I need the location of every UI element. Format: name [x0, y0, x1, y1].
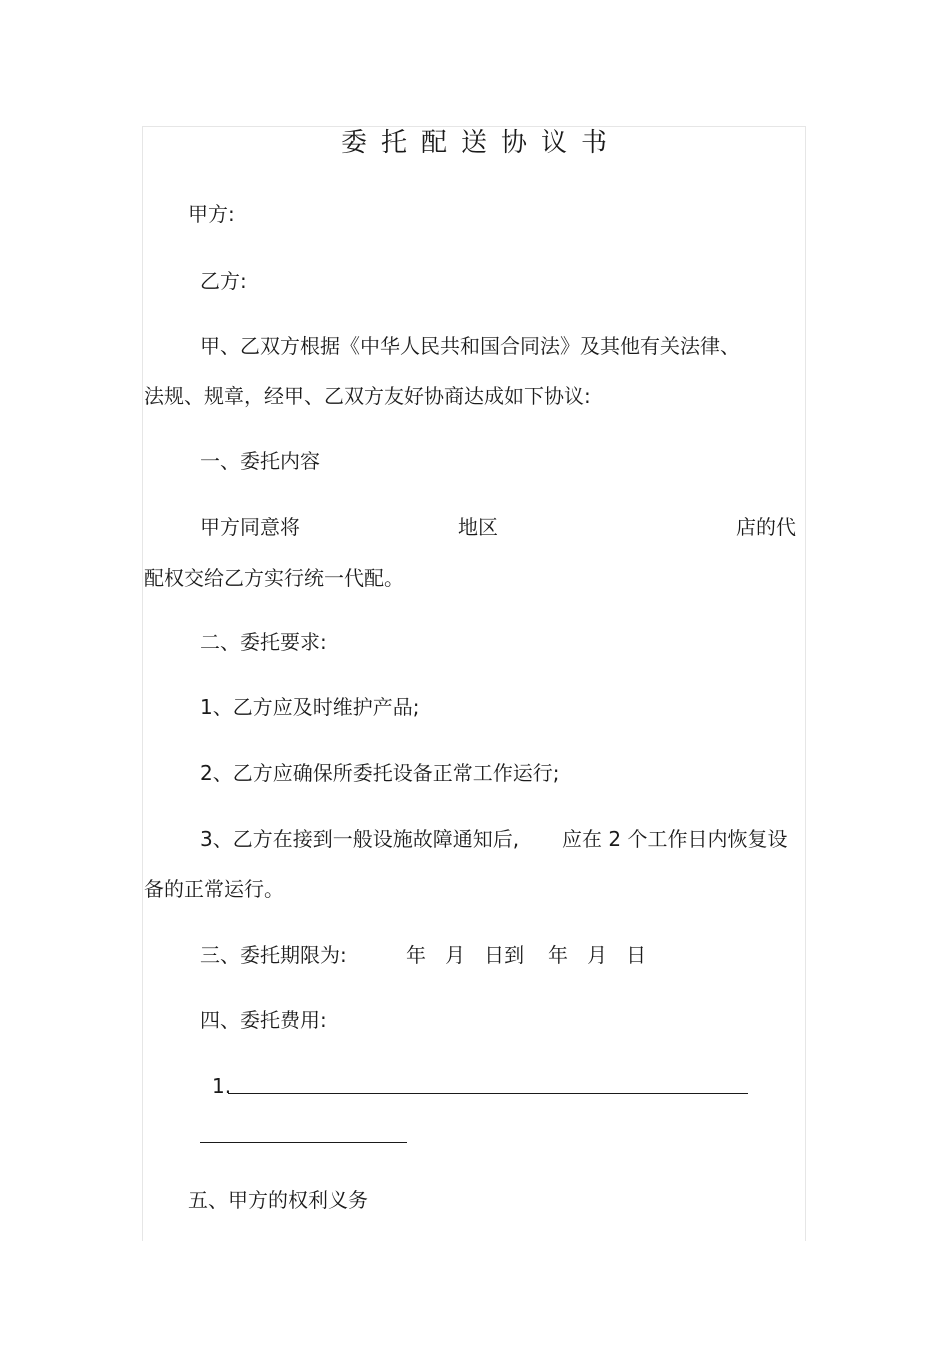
party-a-label: 甲方: — [188, 202, 235, 226]
fee-item-1-blank-line — [228, 1093, 748, 1094]
section-5-heading: 五、甲方的权利义务 — [188, 1188, 368, 1212]
section-1-text-line-2: 配权交给乙方实行统一代配。 — [144, 566, 404, 590]
preamble-line-2: 法规、规章，经甲、乙双方友好协商达成如下协议: — [144, 384, 591, 408]
section-2-heading: 二、委托要求: — [200, 630, 327, 654]
requirement-2: 2、乙方应确保所委托设备正常工作运行; — [200, 761, 560, 785]
section-3-end-date: 年 月 日 — [548, 943, 647, 967]
section-3-label: 三、委托期限为: — [200, 943, 347, 967]
section-1-text-part-1: 甲方同意将 — [200, 515, 300, 539]
requirement-3-part-1: 3、乙方在接到一般设施故障通知后, — [200, 827, 520, 851]
section-1-text-part-3: 店的代 — [736, 515, 796, 539]
preamble-line-1: 甲、乙双方根据《中华人民共和国合同法》及其他有关法律、 — [200, 334, 740, 358]
page-frame — [142, 126, 806, 1241]
fee-item-1-label: 1. — [212, 1074, 232, 1098]
document-title: 委托配送协议书 — [340, 128, 621, 158]
party-b-label: 乙方: — [200, 269, 247, 293]
section-3-start-date: 年 月 日到 — [406, 943, 525, 967]
section-1-text-part-2: 地区 — [458, 515, 498, 539]
fee-item-1-blank-line-continued — [200, 1142, 407, 1143]
requirement-1: 1、乙方应及时维护产品; — [200, 695, 420, 719]
requirement-3-part-2: 应在 2 个工作日内恢复设 — [562, 827, 788, 851]
section-1-heading: 一、委托内容 — [200, 449, 320, 473]
requirement-3-line-2: 备的正常运行。 — [144, 877, 284, 901]
section-4-heading: 四、委托费用: — [200, 1008, 327, 1032]
